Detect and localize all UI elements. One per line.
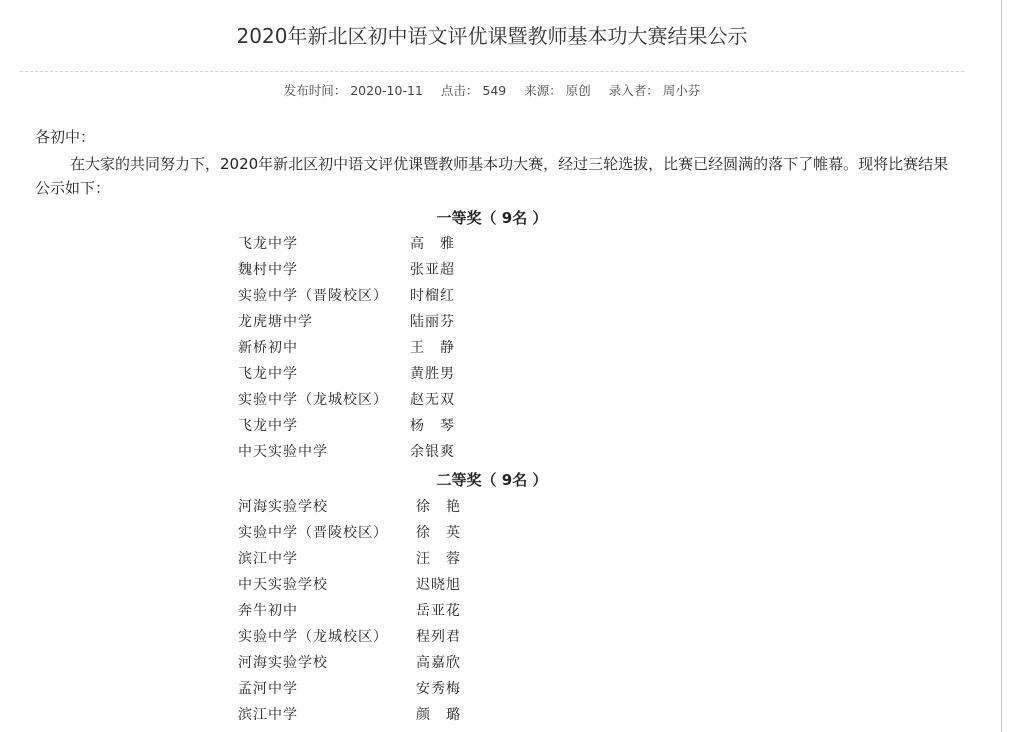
school-name: 飞龙中学 xyxy=(238,418,298,434)
teacher-name: 高嘉欣 xyxy=(416,655,461,671)
school-name: 孟河中学 xyxy=(238,681,298,697)
greeting: 各初中： xyxy=(35,128,96,146)
page-title: 2020年新北区初中语文评优课暨教师基本功大赛结果公示 xyxy=(236,24,748,48)
school-name: 河海实验学校 xyxy=(238,655,328,671)
teacher-name: 安秀梅 xyxy=(416,681,461,697)
first-prize-heading: 一等奖（ 9名 ） xyxy=(436,209,548,227)
source-label: 来源： xyxy=(524,83,562,98)
article-meta xyxy=(0,81,984,99)
school-name: 飞龙中学 xyxy=(238,366,298,382)
teacher-name: 黄胜男 xyxy=(410,366,455,382)
school-name: 魏村中学 xyxy=(238,262,298,278)
title-divider xyxy=(20,71,964,72)
school-name: 实验中学（龙城校区） xyxy=(238,392,388,408)
teacher-name: 高 雅 xyxy=(410,236,455,252)
school-name: 中天实验中学 xyxy=(238,444,328,460)
publish-time-label: 发布时间： xyxy=(283,83,347,98)
school-name: 新桥初中 xyxy=(238,340,298,356)
school-name: 中天实验学校 xyxy=(238,577,328,593)
teacher-name: 汪 蓉 xyxy=(416,551,461,567)
author-name: 周小芬 xyxy=(662,83,701,98)
school-name: 实验中学（晋陵校区） xyxy=(238,288,388,304)
teacher-name: 程列君 xyxy=(416,629,461,645)
teacher-name: 赵无双 xyxy=(410,392,455,408)
scrollbar-edge xyxy=(1001,0,1002,732)
school-name: 滨江中学 xyxy=(238,551,298,567)
second-prize-heading: 二等奖（ 9名 ） xyxy=(436,471,548,489)
teacher-name: 余银爽 xyxy=(410,444,455,460)
school-name: 实验中学（龙城校区） xyxy=(238,629,388,645)
teacher-name: 张亚超 xyxy=(410,262,455,278)
teacher-name: 岳亚花 xyxy=(416,603,461,619)
teacher-name: 王 静 xyxy=(410,340,455,356)
intro-paragraph xyxy=(35,152,955,200)
teacher-name: 杨 琴 xyxy=(410,418,455,434)
school-name: 飞龙中学 xyxy=(238,236,298,252)
school-name: 河海实验学校 xyxy=(238,499,328,515)
teacher-name: 徐 艳 xyxy=(416,499,461,515)
school-name: 奔牛初中 xyxy=(238,603,298,619)
teacher-name: 时榴红 xyxy=(410,288,455,304)
author-label: 录入者： xyxy=(608,83,659,98)
publish-date: 2020-10-11 xyxy=(350,83,423,98)
intro-text: 在大家的共同努力下，2020年新北区初中语文评优课暨教师基本功大赛，经过三轮选拔，比赛已经圆满的落下了帷幕。现将比赛结果公示如下： xyxy=(35,155,949,197)
school-name: 滨江中学 xyxy=(238,707,298,723)
school-name: 实验中学（晋陵校区） xyxy=(238,525,388,541)
school-name: 龙虎塘中学 xyxy=(238,314,313,330)
source-value: 原创 xyxy=(565,83,591,98)
teacher-name: 迟晓旭 xyxy=(416,577,461,593)
teacher-name: 颜 璐 xyxy=(416,707,461,723)
clicks-label: 点击： xyxy=(440,83,479,98)
teacher-name: 徐 英 xyxy=(416,525,461,541)
click-count: 549 xyxy=(482,83,507,98)
teacher-name: 陆丽芬 xyxy=(410,314,455,330)
